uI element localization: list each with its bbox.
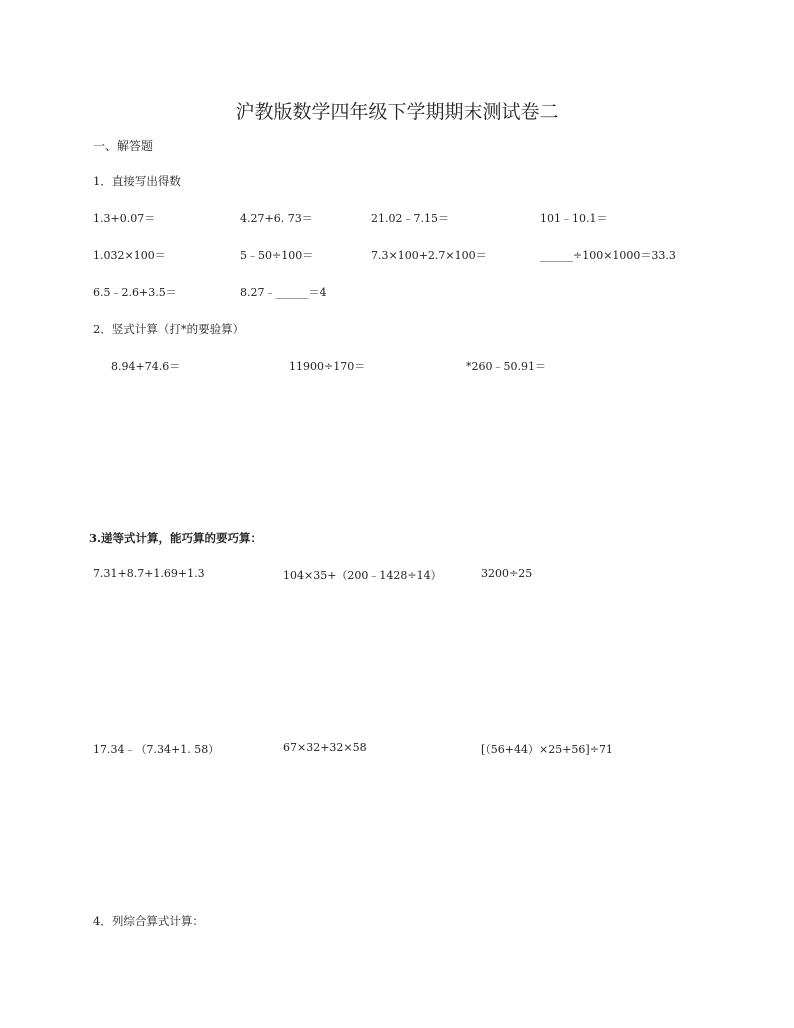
question-4-heading: 4．列综合算式计算： xyxy=(93,914,204,928)
q1-item: 6.5﹣2.6+3.5＝ xyxy=(93,286,177,299)
question-1-heading: 1．直接写出得数 xyxy=(93,174,181,188)
section-heading: 一、解答题 xyxy=(93,139,154,153)
q3-item: 104×35+（200﹣1428÷14） xyxy=(283,569,442,582)
question-3-heading: 3.递等式计算，能巧算的要巧算： xyxy=(89,531,263,545)
q3-item: 17.34﹣（7.34+1. 58） xyxy=(93,743,220,756)
q3-item: 7.31+8.7+1.69+1.3 xyxy=(93,567,205,580)
q1-item: 5﹣50÷100＝ xyxy=(240,249,314,262)
q1-item: 7.3×100+2.7×100＝ xyxy=(371,249,487,262)
q1-item: 1.3+0.07＝ xyxy=(93,212,156,225)
question-2-heading: 2．竖式计算（打*的要验算） xyxy=(93,322,245,336)
q3-item: 67×32+32×58 xyxy=(283,741,367,754)
q1-item: 101﹣10.1＝ xyxy=(540,212,608,225)
q1-item: ______÷100×1000＝33.3 xyxy=(540,249,676,262)
q2-item: 11900÷170＝ xyxy=(289,360,366,373)
document-title: 沪教版数学四年级下学期期末测试卷二 xyxy=(235,101,559,123)
q1-item: 8.27﹣______＝4 xyxy=(240,286,327,299)
q3-item: 3200÷25 xyxy=(481,567,533,580)
q2-item: 8.94+74.6＝ xyxy=(111,360,181,373)
q1-item: 4.27+6. 73＝ xyxy=(240,212,313,225)
q1-item: 1.032×100＝ xyxy=(93,249,166,262)
q3-item: [（56+44）×25+56]÷71 xyxy=(481,743,613,756)
q1-item: 21.02﹣7.15＝ xyxy=(371,212,449,225)
q2-item: *260﹣50.91＝ xyxy=(466,360,546,373)
